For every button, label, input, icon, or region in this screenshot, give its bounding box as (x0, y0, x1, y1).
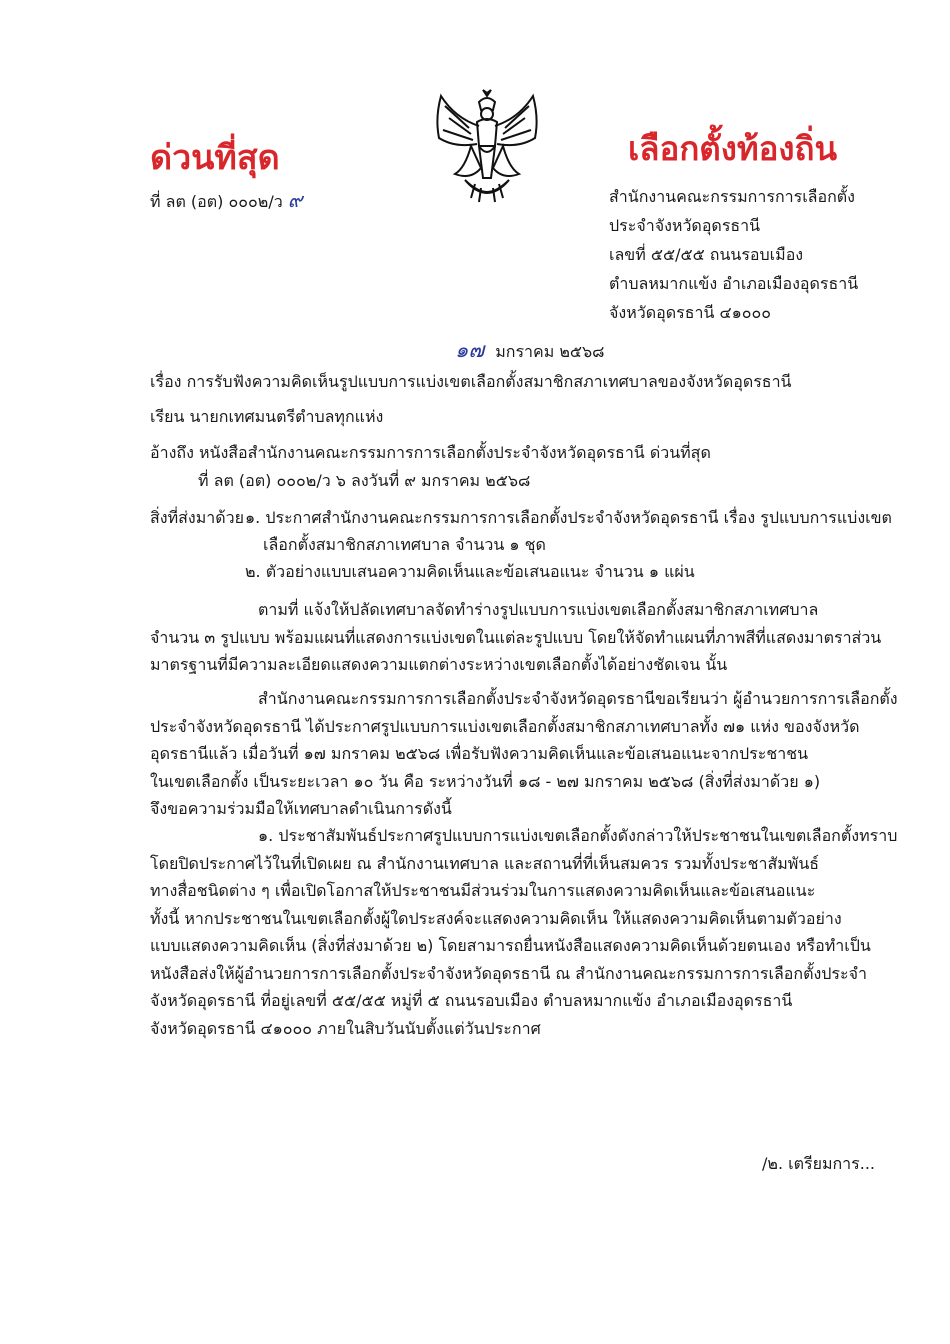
paragraph-line: ทางสื่อชนิดต่าง ๆ เพื่อเปิดโอกาสให้ประชาชนมีส่วนร่วมในการแสดงความคิดเห็นและข้อเสนอแนะ (150, 881, 816, 900)
body-paragraph-1 (150, 596, 881, 679)
ref-no-handwritten: ๙ (287, 188, 303, 212)
subject-line: เรื่อง การรับฟังความคิดเห็นรูปแบบการแบ่งเขตเลือกตั้งสมาชิกสภาเทศบาลของจังหวัดอุดรธานี (150, 372, 792, 391)
enclosure-item: ๑. ประกาศสำนักงานคณะกรรมการการเลือกตั้งประจำจังหวัดอุดรธานี เรื่อง รูปแบบการแบ่งเขต (245, 508, 892, 527)
reference-line: อ้างถึง หนังสือสำนักงานคณะกรรมการการเลือกตั้งประจำจังหวัดอุดรธานี ด่วนที่สุด (150, 443, 711, 462)
paragraph-line: อุดรธานีแล้ว เมื่อวันที่ ๑๗ มกราคม ๒๕๖๘ เพื่อรับฟังความคิดเห็นและข้อเสนอแนะจากประชาชน (150, 744, 809, 763)
body-paragraph-3 (150, 822, 897, 1042)
ref-no-text: ที่ ลต (อต) ๐๐๐๒/ว (150, 192, 283, 211)
paragraph-line: ทั้งนี้ หากประชาชนในเขตเลือกตั้งผู้ใดประสงค์จะแสดงความคิดเห็น ให้แสดงความคิดเห็นตามตัวอย่าง (150, 908, 842, 928)
enclosures-label: สิ่งที่ส่งมาด้วย (150, 508, 244, 527)
address-line: สำนักงานคณะกรรมการการเลือกตั้ง (609, 187, 855, 206)
paragraph-line: จึงขอความร่วมมือให้เทศบาลดำเนินการดังนี้ (150, 799, 452, 818)
date-text: มกราคม ๒๕๖๘ (495, 342, 605, 361)
paragraph-line: จำนวน ๓ รูปแบบ พร้อมแผนที่แสดงการแบ่งเขตในแต่ละรูปแบบ โดยให้จัดทำแผนที่ภาพสีที่แสดงมาตราส่วน (150, 627, 882, 647)
paragraph-line: มาตรฐานที่มีความละเอียดแสดงความแตกต่างระหว่างเขตเลือกตั้งได้อย่างชัดเจน นั้น (150, 655, 728, 674)
address-line: เลขที่ ๕๕/๕๕ ถนนรอบเมือง (609, 245, 804, 264)
local-election-stamp: เลือกตั้งท้องถิ่น (628, 129, 838, 168)
recipient-line: เรียน นายกเทศมนตรีตำบลทุกแห่ง (150, 407, 384, 426)
paragraph-line: ประจำจังหวัดอุดรธานี ได้ประกาศรูปแบบการแบ่งเขตเลือกตั้งสมาชิกสภาเทศบาลทั้ง ๗๑ แห่ง ของจังหวัด (150, 716, 860, 736)
address-line: จังหวัดอุดรธานี ๔๑๐๐๐ (609, 303, 772, 322)
paragraph-line: หนังสือส่งให้ผู้อำนวยการการเลือกตั้งประจำจังหวัดอุดรธานี ณ สำนักงานคณะกรรมการการเลือกตั้งประจำ (150, 963, 867, 983)
paragraph-line: จังหวัดอุดรธานี ๔๑๐๐๐ ภายในสิบวันนับตั้งแต่วันประกาศ (150, 1018, 541, 1038)
paragraph-line: แบบแสดงความคิดเห็น (สิ่งที่ส่งมาด้วย ๒) โดยสามารถยื่นหนังสือแสดงความคิดเห็นด้วยตนเอง หรือทำเป็น (150, 936, 871, 955)
paragraph-line: จังหวัดอุดรธานี ที่อยู่เลขที่ ๕๕/๕๕ หมู่ที่ ๕ ถนนรอบเมือง ตำบลหมากแข้ง อำเภอเมืองอุดรธานี (150, 991, 793, 1010)
letter-date (455, 334, 605, 367)
paragraph-line: ๑. ประชาสัมพันธ์ประกาศรูปแบบการแบ่งเขตเลือกตั้งดังกล่าวให้ประชาชนในเขตเลือกตั้งทราบ (258, 826, 898, 845)
body-paragraph-2 (150, 685, 898, 823)
enclosure-item: เลือกตั้งสมาชิกสภาเทศบาล จำนวน ๑ ชุด (263, 535, 546, 554)
paragraph-line: ในเขตเลือกตั้ง เป็นระยะเวลา ๑๐ วัน คือ ระหว่างวันที่ ๑๘ - ๒๗ มกราคม ๒๕๖๘ (สิ่งที่ส่งมาด้วย ๑) (150, 771, 821, 791)
urgent-stamp: ด่วนที่สุด (150, 138, 280, 178)
date-handwritten-day: ๑๗ (455, 338, 485, 362)
sender-address (609, 182, 858, 327)
paragraph-line: สำนักงานคณะกรรมการการเลือกตั้งประจำจังหวัดอุดรธานีขอเรียนว่า ผู้อำนวยการการเลือกตั้ง (258, 689, 898, 708)
garuda-emblem-icon (425, 88, 549, 206)
address-line: ประจำจังหวัดอุดรธานี (609, 216, 761, 235)
reference-number (150, 184, 302, 216)
enclosure-item: ๒. ตัวอย่างแบบเสนอความคิดเห็นและข้อเสนอแนะ จำนวน ๑ แผ่น (245, 562, 695, 581)
paragraph-line: โดยปิดประกาศไว้ในที่เปิดเผย ณ สำนักงานเทศบาล และสถานที่ที่เห็นสมควร รวมทั้งประชาสัมพันธ์ (150, 853, 820, 873)
paragraph-line: ตามที่ แจ้งให้ปลัดเทศบาลจัดทำร่างรูปแบบการแบ่งเขตเลือกตั้งสมาชิกสภาเทศบาล (258, 600, 819, 619)
next-page-continuation: /๒. เตรียมการ... (762, 1154, 876, 1173)
reference-line: ที่ ลต (อต) ๐๐๐๒/ว ๖ ลงวันที่ ๙ มกราคม ๒๕๖๘ (198, 471, 531, 490)
address-line: ตำบลหมากแข้ง อำเภอเมืองอุดรธานี (609, 274, 859, 293)
